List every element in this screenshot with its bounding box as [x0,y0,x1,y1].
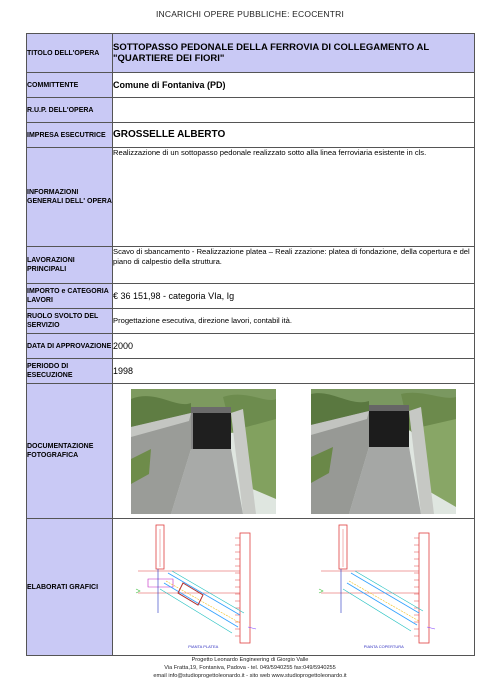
drawing-plan-platea [128,523,278,651]
value-importo: € 36 151,98 - categoria VIa, Ig [113,284,475,309]
row-elaborati [27,519,475,656]
footer-contacts: email info@studioprogettoleonardo.it - sito web www.studioprogettoleonardo.it [153,673,347,680]
page-header: INCARICHI OPERE PUBBLICHE: ECOCENTRI [155,9,345,19]
label-rup: R.U.P. DELL'OPERA [27,98,113,123]
label-titolo: TITOLO DELL'OPERA [27,34,113,73]
label-impresa: IMPRESA ESECUTRICE [27,123,113,148]
row-lavorazioni [27,247,475,284]
footer-address: Via Fratta,19, Fontaniva, Padova - tel. 049/5940255 fax:049/5940255 [164,665,336,672]
row-titolo [27,34,475,73]
drawing-cell [113,519,475,656]
row-ruolo [27,309,475,334]
label-elaborati: ELABORATI GRAFICI [27,519,113,656]
value-informazioni: Realizzazione di un sottopasso pedonale realizzato sotto alla linea ferroviaria esistente in cls. [113,148,475,247]
label-informazioni: INFORMAZIONI GENERALI DELL' OPERA [27,148,113,247]
value-ruolo: Progettazione esecutiva, direzione lavori, contabil ità. [113,309,475,334]
value-periodo: 1998 [113,359,475,384]
photo-underpass-left [131,389,276,514]
project-sheet [26,33,475,656]
label-importo: IMPORTO e CATEGORIA LAVORI [27,284,113,309]
caption-pianta-copertura: PIANTA COPERTURA [363,644,404,649]
value-titolo: SOTTOPASSO PEDONALE DELLA FERROVIA DI COLLEGAMENTO AL "QUARTIERE DEI FIORI" [113,34,475,73]
row-informazioni [27,148,475,247]
page-footer [0,656,500,681]
row-documentazione [27,384,475,519]
footer-firm: Progetto Leonardo Engineering di Giorgio Valle [191,657,309,663]
photo-underpass-right [311,389,456,514]
value-committente: Comune di Fontaniva (PD) [113,73,475,98]
value-lavorazioni: Scavo di sbancamento - Realizzazione platea – Reali zzazione: platea di fondazione, della copertura e del piano di calpestio della struttura. [113,247,475,284]
label-lavorazioni: LAVORAZIONI PRINCIPALI [27,247,113,284]
row-rup [27,98,475,123]
row-periodo [27,359,475,384]
label-periodo: PERIODO DI ESECUZIONE [27,359,113,384]
label-ruolo: RUOLO SVOLTO DEL SERVIZIO [27,309,113,334]
row-data [27,334,475,359]
value-data: 2000 [113,334,475,359]
photo-cell [113,384,475,519]
value-impresa: GROSSELLE ALBERTO [113,123,475,148]
value-rup [113,98,475,123]
label-committente: COMMITTENTE [27,73,113,98]
caption-pianta-platea: PIANTA PLATEA [188,644,219,649]
row-impresa [27,123,475,148]
label-data: DATA DI APPROVAZIONE [27,334,113,359]
label-documentazione: DOCUMENTAZIONE FOTOGRAFICA [27,384,113,519]
row-importo [27,284,475,309]
row-committente [27,73,475,98]
drawing-plan-copertura [309,523,459,651]
